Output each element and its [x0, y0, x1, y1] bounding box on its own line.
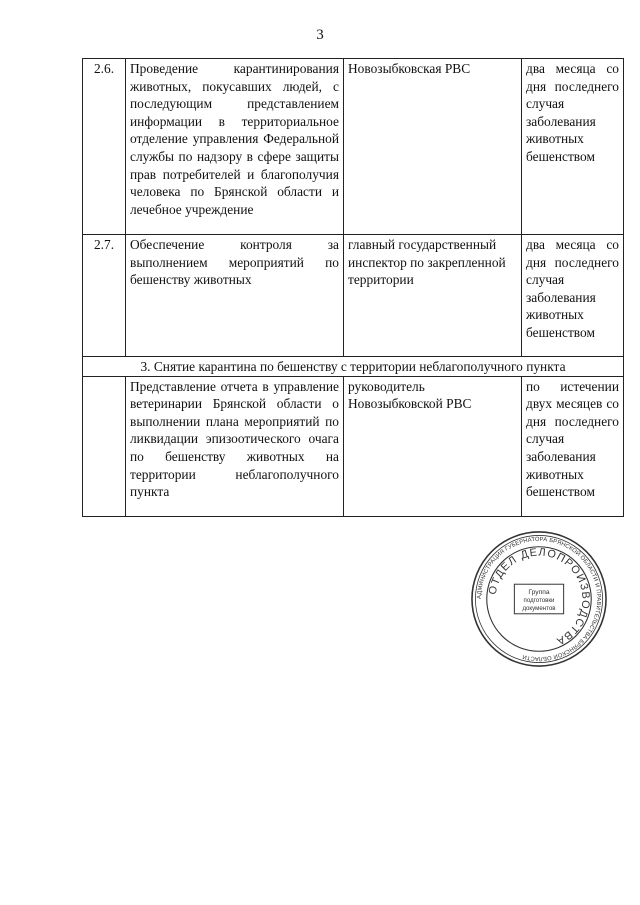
action-cell: Представление отчета в управление ветеринарии Брянской области о выполнении плана мероприятий по ликвидации эпизоотического очага по бешенству животных на территории неблагополучного пункта	[126, 376, 344, 516]
deadline-cell: по истечении двух месяцев со дня последнего случая заболевания животных бешенством	[522, 376, 624, 516]
row-number: 2.7.	[83, 235, 126, 357]
deadline-cell: два месяца со дня последнего случая заболевания животных бешенством	[522, 59, 624, 235]
responsible-cell: руководитель Новозыбковской РВС	[344, 376, 522, 516]
seal-outer-text: АДМИНИСТРАЦИЯ ГУБЕРНАТОРА БРЯНСКОЙ ОБЛАСТИ И ПРАВИТЕЛЬСТВА БРЯНСКОЙ ОБЛАСТИ	[476, 536, 602, 662]
deadline-cell: два месяца со дня последнего случая заболевания животных бешенством	[522, 235, 624, 357]
action-cell: Проведение карантинирования животных, покусавших людей, с последующим представлением информации в территориальное отделение управления Федеральной службы по надзору в сфере защиты прав потребителей и благополучия человека по Брянской области и лечебное учреждение	[126, 59, 344, 235]
table-row	[83, 59, 624, 235]
seal-center-line3: документов	[522, 604, 556, 612]
official-seal-stamp	[470, 530, 608, 668]
row-number: 2.6.	[83, 59, 126, 235]
section-heading: 3. Снятие карантина по бешенству с территории неблагополучного пункта	[83, 357, 624, 377]
action-cell: Обеспечение контроля за выполнением мероприятий по бешенству животных	[126, 235, 344, 357]
row-number	[83, 376, 126, 516]
table-row	[83, 235, 624, 357]
seal-middle-text: ОТДЕЛ ДЕЛОПРОИЗВОДСТВА	[486, 546, 592, 648]
seal-center-line1: Группа	[528, 589, 550, 597]
measures-table	[82, 58, 624, 517]
section-heading-row	[83, 357, 624, 377]
seal-center-line2: подготовки	[523, 596, 555, 604]
responsible-cell: главный государственный инспектор по закрепленной территории	[344, 235, 522, 357]
table-row	[83, 376, 624, 516]
responsible-cell: Новозыбковская РВС	[344, 59, 522, 235]
page-number: 3	[316, 27, 324, 43]
